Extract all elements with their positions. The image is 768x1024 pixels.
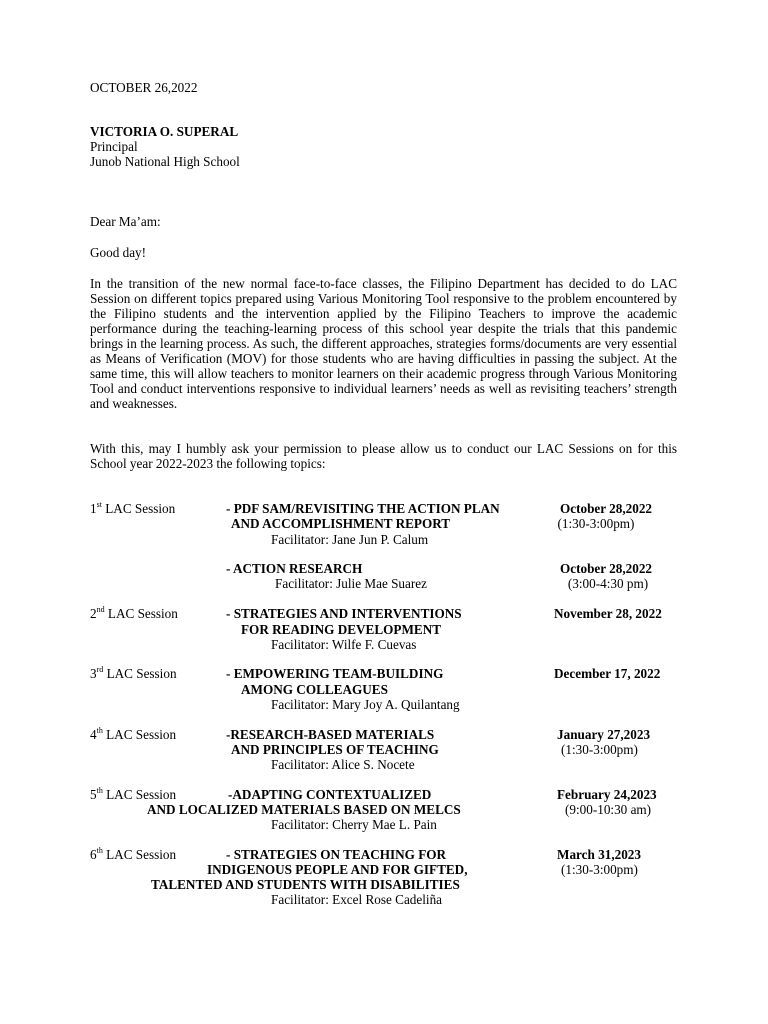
session-1-topic-line-2: AND ACCOMPLISHMENT REPORT [231, 516, 451, 531]
session-1b-date: October 28,2022 [559, 561, 653, 576]
session-6-topic-line-3: TALENTED AND STUDENTS WITH DISABILITIES [151, 877, 460, 892]
recipient-title: Principal [90, 139, 138, 154]
session-1-time: (1:30-3:00pm) [557, 516, 635, 531]
session-label-5: 5th LAC Session [90, 785, 177, 802]
session-label-6: 6th LAC Session [90, 845, 177, 862]
recipient-name: VICTORIA O. SUPERAL [90, 124, 239, 139]
session-6-topic-line-2: INDIGENOUS PEOPLE AND FOR GIFTED, [207, 862, 468, 877]
session-label-2: 2nd LAC Session [90, 604, 178, 621]
body-paragraph-2: With this, may I humbly ask your permission to please allow us to conduct our LAC Sessions on for this School year 2022-2023 the following topics: [90, 441, 677, 471]
session-4-topic-line-1: -RESEARCH-BASED MATERIALS [226, 727, 435, 742]
body-paragraph-1: In the transition of the new normal face-to-face classes, the Filipino Department has decided to do LAC Session on different topics prepared using Various Monitoring Tool responsive to the problem encountered by the Filipino students and the intervention applied by the Filipino Teachers to improve the academic performance during the teaching-learning process of this school year despite the trials that this pandemic brings in the learning process. As such, the different approaches, strategies forms/documents are very essential as Means of Verification (MOV) for those students who are having difficulties in passing the subject. At the same time, this will allow teachers to monitor learners on their academic progress through Various Monitoring Tool and conduct interventions responsive to individual learners’ needs as well as revisiting teachers’ strength and weaknesses. [90, 276, 677, 411]
session-label-4: 4th LAC Session [90, 725, 177, 742]
salutation: Dear Ma’am: [90, 214, 161, 229]
session-3-topic-line-2: AMONG COLLEAGUES [241, 682, 388, 697]
session-3-facilitator: Facilitator: Mary Joy A. Quilantang [271, 697, 460, 712]
session-4-date: January 27,2023 [557, 727, 651, 742]
session-6-topic-line-1: - STRATEGIES ON TEACHING FOR [226, 847, 447, 862]
session-6-time: (1:30-3:00pm) [561, 862, 638, 877]
session-5-topic-line-1: -ADAPTING CONTEXTUALIZED [228, 787, 432, 802]
session-2-date: November 28, 2022 [554, 606, 662, 621]
session-5-topic-line-2: AND LOCALIZED MATERIALS BASED ON MELCS [147, 802, 461, 817]
session-3-topic-line-1: - EMPOWERING TEAM-BUILDING [226, 666, 444, 681]
session-1b-topic-line-1: - ACTION RESEARCH [226, 561, 363, 576]
session-1-date: October 28,2022 [559, 501, 653, 516]
session-label-1: 1st LAC Session [90, 499, 176, 516]
session-5-facilitator: Facilitator: Cherry Mae L. Pain [271, 817, 437, 832]
session-3-date: December 17, 2022 [554, 666, 661, 681]
session-2-facilitator: Facilitator: Wilfe F. Cuevas [271, 637, 417, 652]
session-2-topic-line-2: FOR READING DEVELOPMENT [241, 622, 442, 637]
greeting: Good day! [90, 245, 147, 260]
session-1-facilitator: Facilitator: Jane Jun P. Calum [271, 532, 429, 547]
session-5-time: (9:00-10:30 am) [565, 802, 652, 817]
session-5-date: February 24,2023 [557, 787, 657, 802]
session-4-facilitator: Facilitator: Alice S. Nocete [271, 757, 415, 772]
session-4-topic-line-2: AND PRINCIPLES OF TEACHING [231, 742, 439, 757]
session-1-topic-line-1: - PDF SAM/REVISITING THE ACTION PLAN [226, 501, 500, 516]
session-1b-time: (3:00-4:30 pm) [567, 576, 649, 591]
session-4-time: (1:30-3:00pm) [561, 742, 638, 757]
session-2-topic-line-1: - STRATEGIES AND INTERVENTIONS [226, 606, 462, 621]
session-6-date: March 31,2023 [557, 847, 641, 862]
recipient-school: Junob National High School [90, 154, 240, 169]
letter-date: OCTOBER 26,2022 [90, 80, 198, 95]
session-6-facilitator: Facilitator: Excel Rose Cadeliña [271, 892, 443, 907]
session-label-3: 3rd LAC Session [90, 664, 177, 681]
session-1b-facilitator: Facilitator: Julie Mae Suarez [275, 576, 427, 591]
